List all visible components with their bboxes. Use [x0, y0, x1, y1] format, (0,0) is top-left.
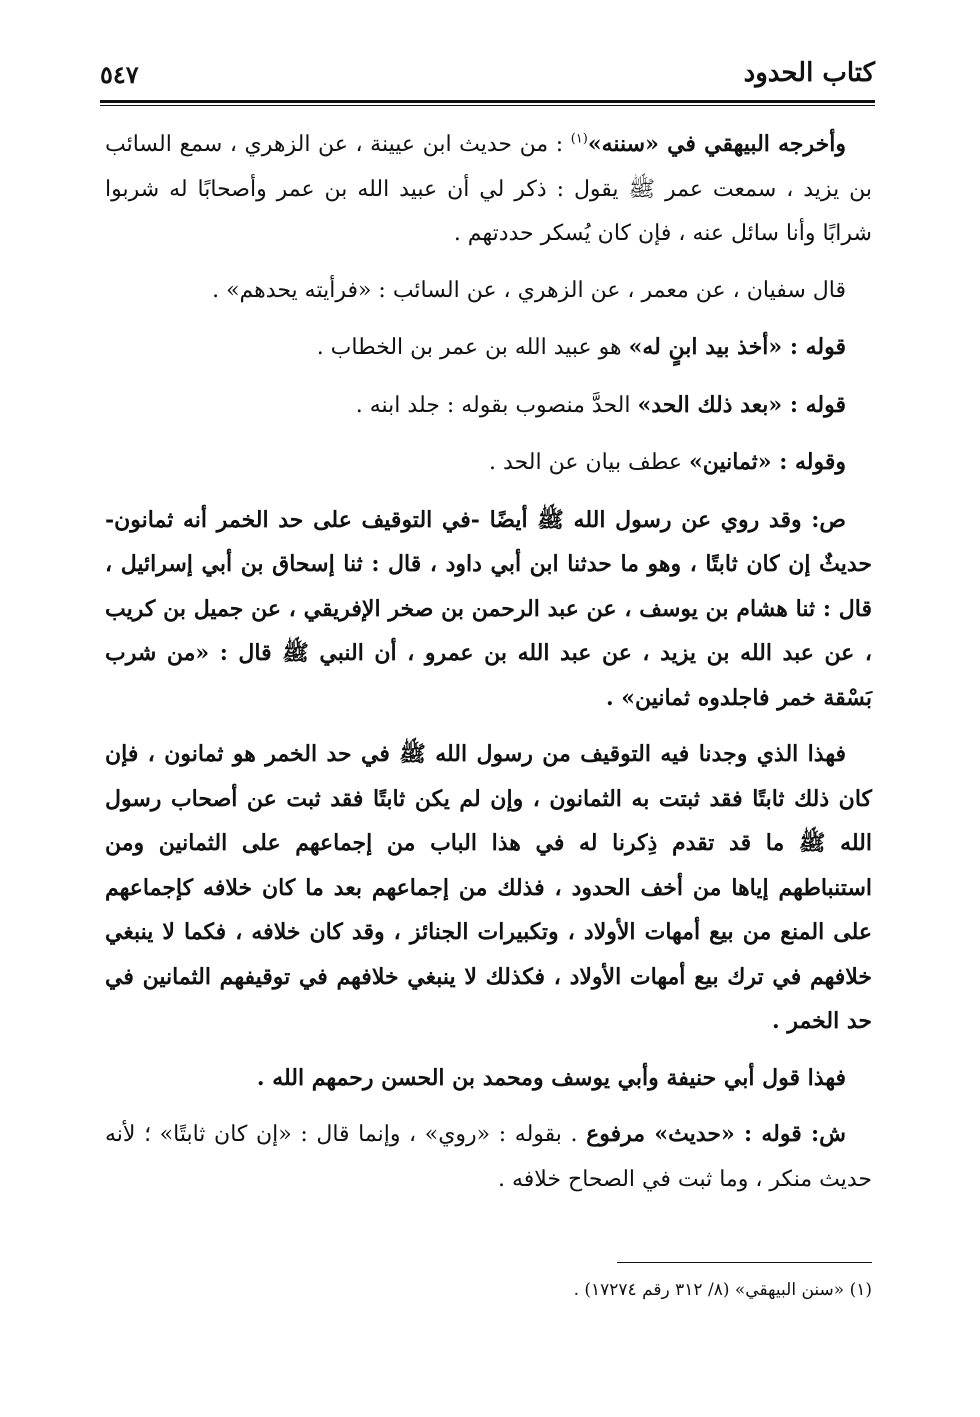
header-rule-thin [100, 105, 875, 106]
page-header [100, 58, 875, 98]
commentary-label: ش: قوله : «حديث» مرفوع [586, 1121, 846, 1147]
gloss-2-label: قوله : «بعد ذلك الحد» [637, 391, 846, 418]
paragraph-abu-hanifa: فهذا قول أبي حنيفة وأبي يوسف ومحمد بن الحسن رحمهم الله . [256, 1064, 846, 1091]
gloss-1-label: قوله : «أخذ بيد ابنٍ له» [628, 334, 846, 360]
paragraph-sufyan: قال سفيان ، عن معمر ، عن الزهري ، عن السائب : «فرأيته يحدهم» . [212, 277, 846, 303]
paragraph-commentary-shin [105, 1112, 872, 1202]
paragraph-gloss-2 [105, 383, 872, 429]
gloss-3-text: عطف بيان عن الحد . [489, 450, 689, 475]
paragraph-gloss-3 [105, 440, 872, 486]
page-body [105, 122, 872, 1214]
header-rule [100, 100, 875, 103]
chapter-title: كتاب الحدود [743, 58, 875, 88]
paragraph-bayhaqi-text: : من حديث ابن عيينة ، عن الزهري ، سمع السائب بن يزيد ، سمعت عمر ﷺ يقول : ذكر لي أن عبيد الله بن عمر وأصحابًا له شربوا شرابًا وأنا سائل عنه ، فإن كان يُسكر حددتهم . [105, 132, 872, 246]
commentary-text: . بقوله : «روي» ، وإنما قال : «إن كان ثابتًا» ؛ لأنه حديث منكر ، وما ثبت في الصحاح خلافه . [105, 1122, 872, 1192]
gloss-3-label: وقوله : «ثمانين» [689, 449, 846, 475]
paragraph-gloss-1 [105, 325, 872, 371]
page-number: ٥٤٧ [100, 60, 139, 89]
gloss-1-text: هو عبيد الله بن عمر بن الخطاب . [316, 335, 629, 360]
paragraph-bayhaqi [105, 122, 872, 257]
footnote-marker: (١) [570, 131, 588, 147]
gloss-2-text: الحدَّ منصوب بقوله : جلد ابنه . [355, 392, 638, 418]
footnote: (١) «سنن البيهقي» (٨/ ٣١٢ رقم ١٧٢٧٤) . [573, 1280, 872, 1300]
paragraph-bayhaqi-lead: وأخرجه البيهقي في «سننه» [587, 131, 846, 157]
paragraph-text-sad: ص: وقد روي عن رسول الله ﷺ أيضًا -في التوقيف على حد الخمر أنه ثمانون- حديثٌ إن كان ثابتًا ، وهو ما حدثنا ابن أبي داود ، قال : ثنا إسحاق بن أبي إسرائيل ، قال : ثنا هشام بن يوسف ، عن عبد الرحمن بن صخر الإفريقي ، عن جميل بن كريب ، عن عبد الله بن يزيد ، عن عبد الله بن عمرو ، أن النبي ﷺ قال : «من شرب بَسْقة خمر فاجلدوه ثمانين» . [105, 506, 872, 711]
paragraph-conclusion: فهذا الذي وجدنا فيه التوقيف من رسول الله ﷺ في حد الخمر هو ثمانون ، فإن كان ذلك ثابتًا فقد ثبتت به الثمانون ، وإن لم يكن ثابتًا فقد ثبت عن أصحاب رسول الله ﷺ ما قد تقدم ذِكرنا له في هذا الباب من إجماعهم على الثمانين ومن استنباطهم إياها من أخف الحدود ، فذلك من إجماعهم بعد ما كان خلافه كإجماعهم على المنع من بيع أمهات الأولاد ، وتكبيرات الجنائز ، وقد كان خلافه ، فكما لا ينبغي خلافهم في ترك بيع أمهات الأولاد ، فكذلك لا ينبغي خلافهم في توقيفهم الثمانين في حد الخمر . [105, 741, 872, 1034]
footnote-rule [617, 1262, 872, 1263]
